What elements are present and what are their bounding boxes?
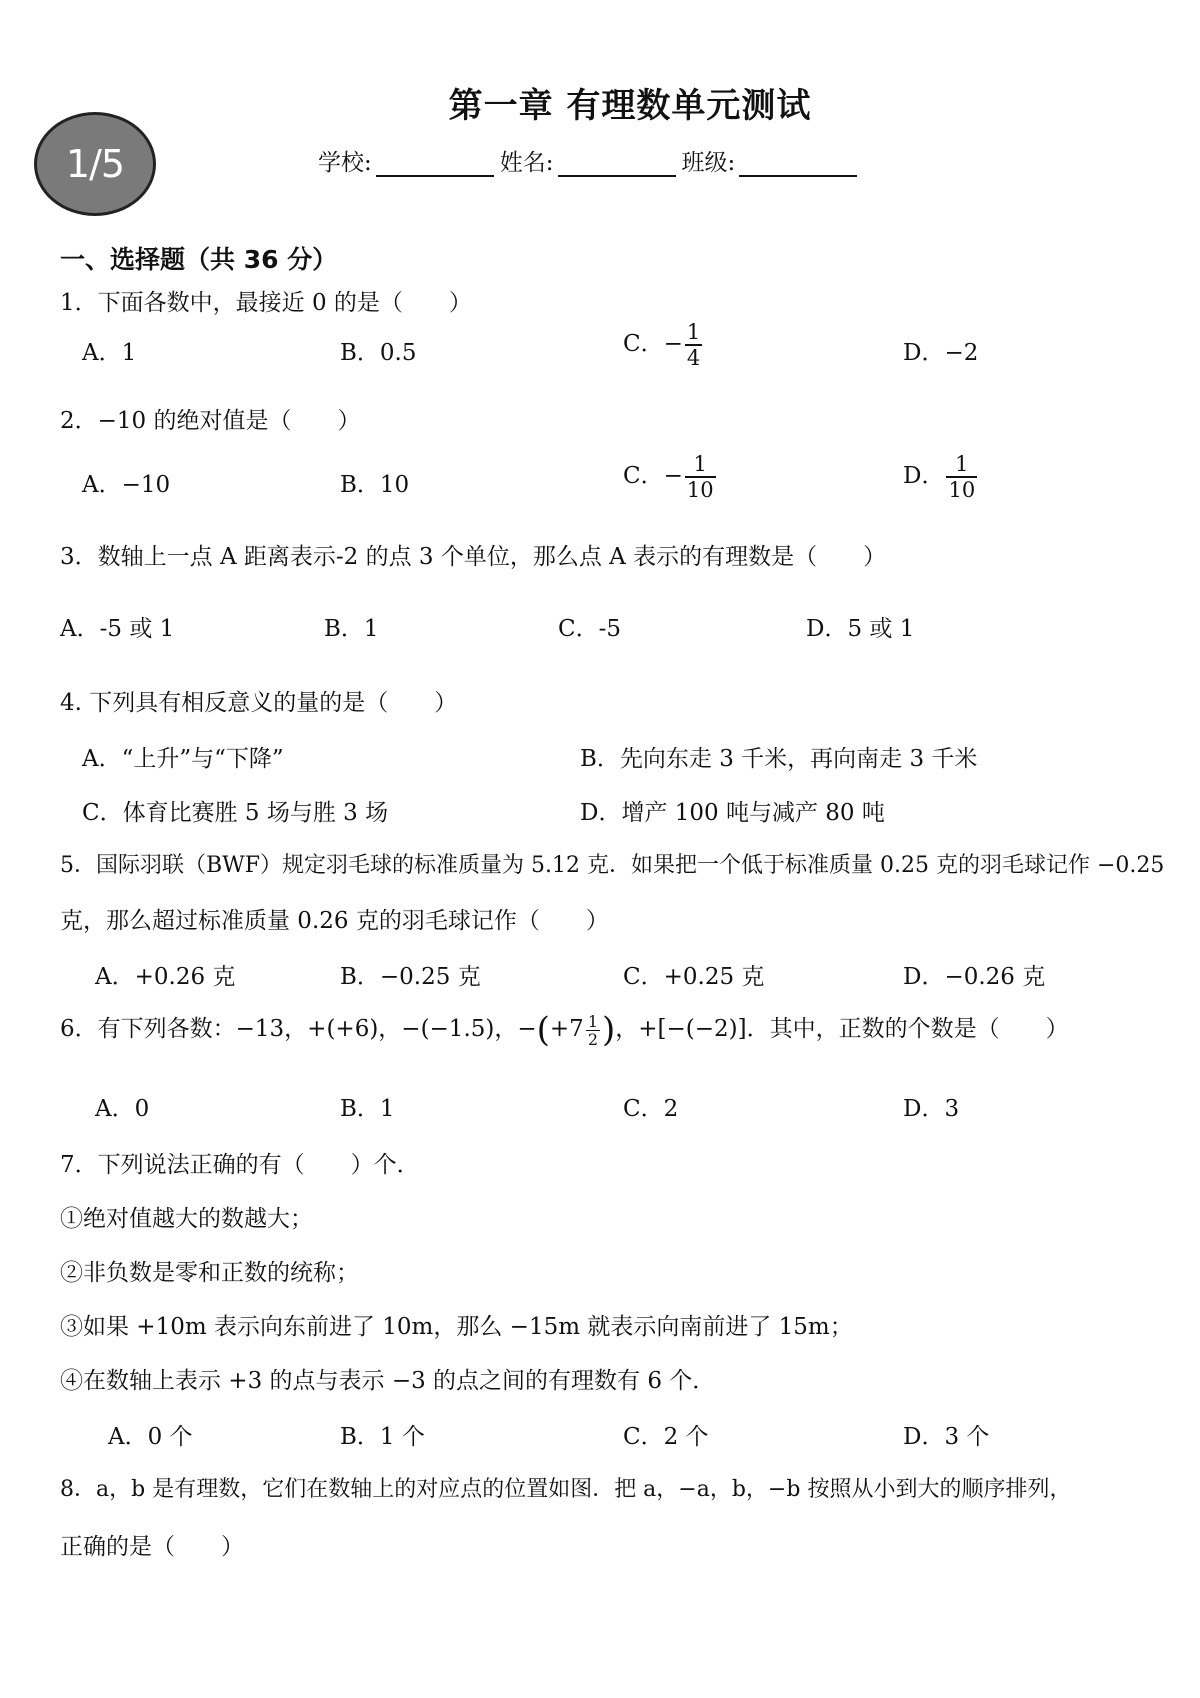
fraction-denominator: 10 [948, 478, 976, 502]
right-paren: ) [602, 1010, 616, 1050]
question-2-option-c-prefix: C．− [623, 463, 683, 489]
question-4-option-a: A．“上升”与“下降” [82, 746, 284, 772]
question-7-statement-3: ③如果 +10m 表示向东前进了 10m，那么 −15m 就表示向南前进了 15m； [60, 1314, 853, 1340]
page-number-badge: 1/5 [34, 112, 156, 216]
question-2-option-c [623, 452, 718, 502]
question-6-option-c: C．2 [623, 1096, 679, 1122]
name-label: 姓名: [499, 150, 554, 176]
question-2-option-d-fraction [946, 452, 977, 502]
question-4-option-b: B．先向东走 3 千米，再向南走 3 千米 [580, 746, 978, 772]
fraction-denominator: 4 [686, 346, 701, 370]
question-3-option-c: C．-5 [558, 616, 622, 642]
question-5-option-a: A．+0.26 克 [95, 964, 236, 990]
question-1-option-b: B．0.5 [340, 340, 417, 366]
question-3-option-b: B．1 [324, 616, 379, 642]
question-3-stem: 3．数轴上一点 A 距离表示-2 的点 3 个单位，那么点 A 表示的有理数是（ ） [60, 544, 887, 570]
question-6-stem [60, 1010, 1069, 1048]
question-1-option-a: A．1 [82, 340, 137, 366]
question-6-stem-part-2: +7 [549, 1016, 584, 1042]
question-6-stem-part-1: 6．有下列各数：−13，+(+6)，−(−1.5)，− [60, 1016, 537, 1042]
fraction-numerator: 1 [686, 320, 701, 344]
student-info-line [318, 144, 863, 177]
page-title: 第一章 有理数单元测试 [448, 86, 812, 126]
question-1-option-c-prefix: C．− [623, 331, 683, 357]
school-blank[interactable] [376, 153, 494, 177]
class-label: 班级: [681, 150, 736, 176]
question-6-stem-part-3: ，+[−(−2)]．其中，正数的个数是（ ） [615, 1016, 1069, 1042]
question-3-option-a: A．-5 或 1 [60, 616, 175, 642]
question-7-statement-4: ④在数轴上表示 +3 的点与表示 −3 的点之间的有理数有 6 个． [60, 1368, 716, 1394]
fraction-numerator: 1 [955, 452, 969, 476]
question-5-stem-line-1: 5．国际羽联（BWF）规定羽毛球的标准质量为 5.12 克．如果把一个低于标准质量 0.25 克的羽毛球记作 −0.25 [60, 853, 1165, 878]
question-1-stem: 1．下面各数中，最接近 0 的是（ ） [60, 290, 472, 316]
question-6-mixed-fraction [586, 1013, 600, 1048]
question-6-option-a: A．0 [95, 1096, 150, 1122]
question-7-statement-2: ②非负数是零和正数的统称； [60, 1260, 359, 1286]
question-6-option-b: B．1 [340, 1096, 395, 1122]
question-1-option-d: D．−2 [903, 340, 979, 366]
fraction-numerator: 1 [587, 1011, 598, 1031]
question-2-option-d [903, 452, 979, 502]
question-2-stem: 2．−10 的绝对值是（ ） [60, 408, 361, 434]
question-7-statement-1: ①绝对值越大的数越大； [60, 1206, 313, 1232]
question-2-option-a: A．−10 [82, 472, 171, 498]
question-7-option-b: B．1 个 [340, 1424, 425, 1450]
question-8-stem-line-2: 正确的是（ ） [60, 1534, 244, 1560]
question-7-stem: 7．下列说法正确的有（ ）个． [60, 1152, 420, 1178]
question-5-option-c: C．+0.25 克 [623, 964, 765, 990]
question-4-option-c: C．体育比赛胜 5 场与胜 3 场 [82, 800, 389, 826]
question-2-option-d-prefix: D． [903, 463, 945, 489]
question-2-option-b: B．10 [340, 472, 410, 498]
fraction-denominator: 2 [587, 1029, 598, 1049]
question-7-option-d: D．3 个 [903, 1424, 990, 1450]
question-5-option-b: B．−0.25 克 [340, 964, 481, 990]
fraction-numerator: 1 [693, 452, 707, 476]
question-5-option-d: D．−0.26 克 [903, 964, 1046, 990]
question-1-option-c [623, 320, 704, 370]
question-4-stem: 4. 下列具有相反意义的量的是（ ） [60, 690, 458, 716]
question-7-option-c: C．2 个 [623, 1424, 709, 1450]
question-4-option-d: D．增产 100 吨与减产 80 吨 [580, 800, 885, 826]
question-6-option-d: D．3 [903, 1096, 960, 1122]
name-blank[interactable] [558, 153, 676, 177]
question-5-stem-line-2: 克，那么超过标准质量 0.26 克的羽毛球记作（ ） [60, 908, 609, 934]
question-1-option-c-fraction [685, 320, 702, 370]
class-blank[interactable] [739, 153, 857, 177]
question-2-option-c-fraction [685, 452, 716, 502]
question-8-stem-line-1: 8．a，b 是有理数，它们在数轴上的对应点的位置如图．把 a，−a，b，−b 按照从小到大的顺序排列， [60, 1477, 1072, 1502]
section-title: 一、选择题（共 36 分） [60, 245, 338, 274]
question-7-option-a: A．0 个 [108, 1424, 193, 1450]
fraction-denominator: 10 [686, 478, 714, 502]
question-3-option-d: D．5 或 1 [806, 616, 915, 642]
left-paren: ( [536, 1010, 550, 1050]
school-label: 学校: [318, 150, 372, 176]
